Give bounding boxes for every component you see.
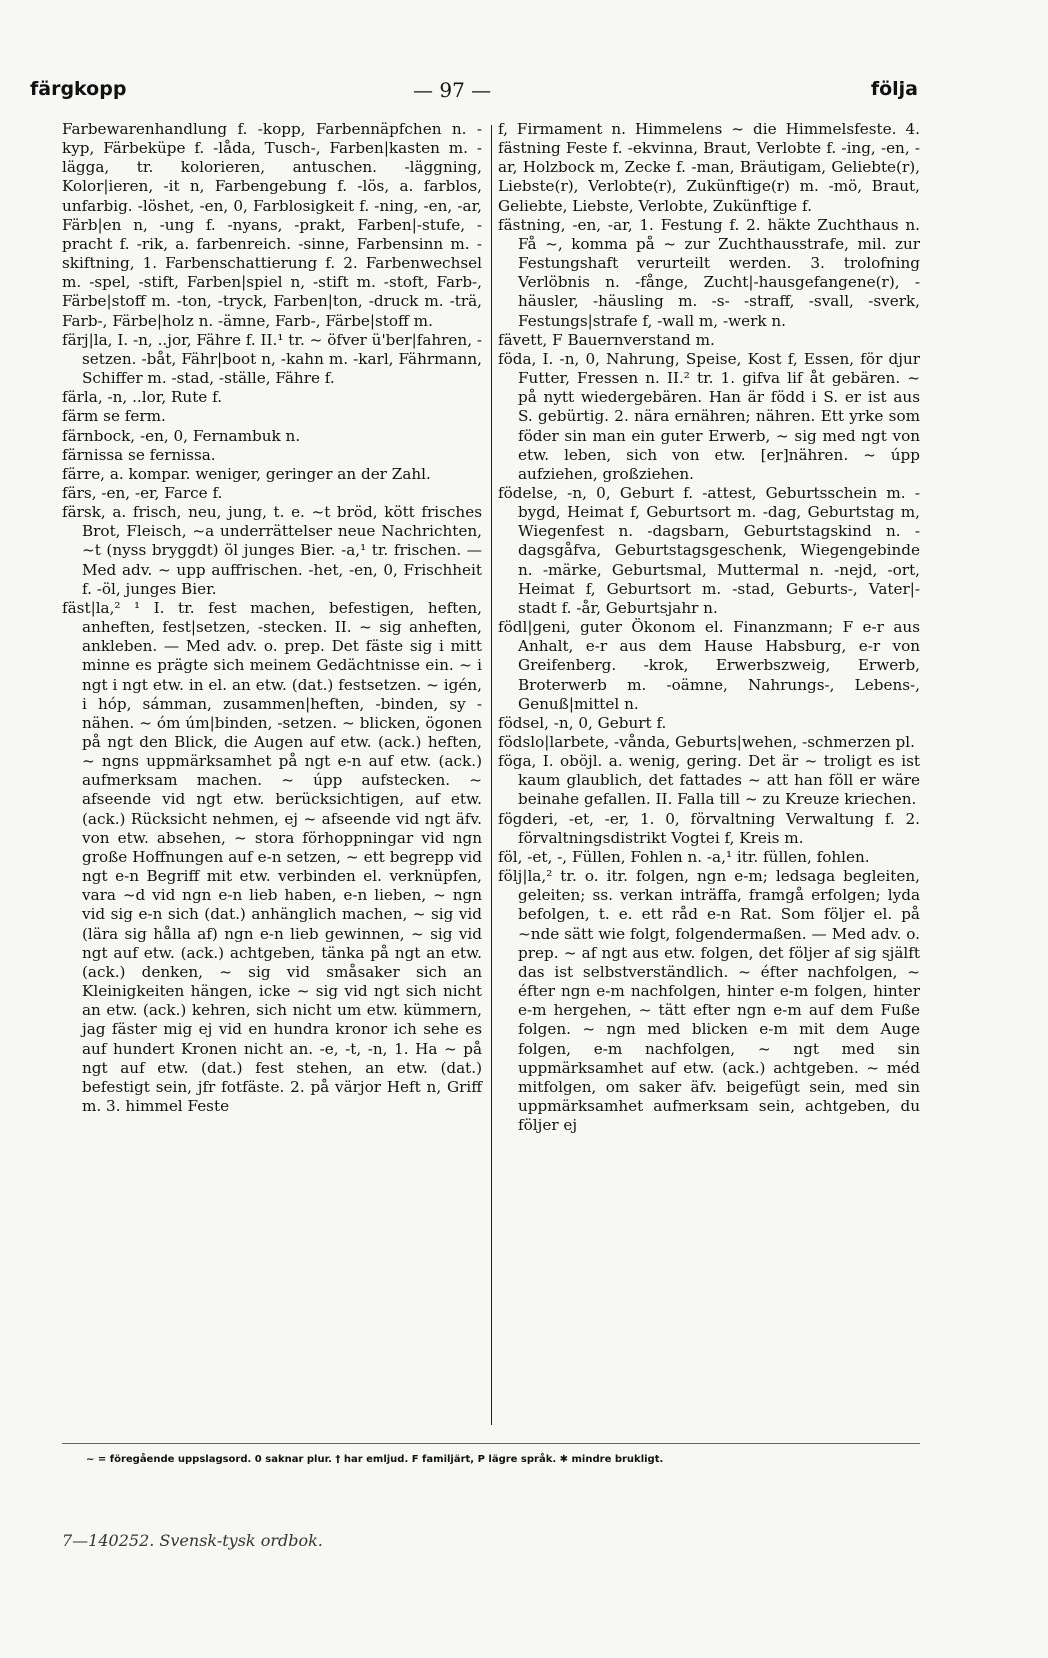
dictionary-entry: födsel, -n, 0, Geburt f.	[498, 713, 667, 732]
dictionary-entry: födslo|larbete, -vånda, Geburts|wehen, -schmerzen pl.	[498, 733, 915, 751]
dictionary-entry: fästning, -en, -ar, 1. Festung f. 2. häkte Zuchthaus n. Få ~, komma på ~ zur Zuchthausstrafe, mil. zur Festungshaft verurteilt werden. 3. trolofning Verlöbnis n. -fånge, Zucht|-hausgefangene(r), -häusler, -häusling m. -s- -straff, -svall, -sverk, Festungs|strafe f, -wall m, -werk n.	[498, 215, 920, 330]
dictionary-entry: föl, -et, -, Füllen, Fohlen n. -a,¹ itr. füllen, fohlen.	[498, 847, 870, 866]
dictionary-entry: födelse, -n, 0, Geburt f. -attest, Geburtsschein m. -bygd, Heimat f, Geburtsort m. -dag, Geburtstag m, Wiegenfest n. -dagsbarn, Geburtstagskind n. -dagsgåfva, Geburtstagsgeschenk, Wiegengebinde n. -märke, Geburtsmal, Muttermal n. -nejd, -ort, Heimat f, Geburtsort m. -stad, Geburts-, Vater|-stadt f. -år, Geburtsjahr n.	[498, 483, 920, 617]
printer-signature: 7—140252. Svensk-tysk ordbok.	[62, 1531, 323, 1550]
dictionary-entry: Farbewarenhandlung f. -kopp, Farbennäpfchen n. -kyp, Färbeküpe f. -låda, Tusch-, Farben|kasten m. -lägga, tr. kolorieren, antuschen. -läggning, Kolor|ieren, -it n, Farbengebung f. -lös, a. farblos, unfarbig. -löshet, -en, 0, Farblosigkeit f. -ning, -en, -ar, Färb|en n, -ung f. -nyans, -prakt, Farben|-stufe, -pracht f. -rik, a. farbenreich. -sinne, Farbensinn m. -skiftning, 1. Farbenschattierung f. 2. Farbenwechsel m. -spel, -stift, Farben|spiel n, -stift m. -stoft, Farb-, Färbe|stoff m. -ton, -tryck, Farben|ton, -druck m. -trä, Farb-, Färbe|holz n. -ämne, Farb-, Färbe|stoff m.	[62, 120, 482, 330]
column-divider	[491, 125, 492, 1425]
dictionary-entry: färj|la, I. -n, ..jor, Fähre f. II.¹ tr. ~ öfver ü'ber|fahren, -setzen. -båt, Fähr|boot n, -kahn m. -karl, Fährmann, Schiffer m. -stad, -ställe, Fähre f.	[62, 330, 482, 388]
left-running-headword: färgkopp	[30, 78, 127, 100]
page-header	[30, 72, 918, 112]
dictionary-entry: färm se ferm.	[62, 407, 166, 426]
dictionary-entry: färnissa se fernissa.	[62, 445, 216, 464]
dictionary-entry: fögderi, -et, -er, 1. 0, förvaltning Verwaltung f. 2. förvaltningsdistrikt Vogtei f, Kreis m.	[498, 809, 920, 847]
dictionary-entry: färnbock, -en, 0, Fernambuk n.	[62, 426, 301, 445]
right-column	[498, 120, 920, 1135]
dictionary-entry: föda, I. -n, 0, Nahrung, Speise, Kost f, Essen, för djur Futter, Fressen n. II.² tr. 1. gifva lif åt gebären. ~ på nytt wiedergebären. Han är född i S. er ist aus S. gebürtig. 2. nära ernähren; nähren. Ett yrke som föder sin man ein guter Erwerb, ~ sig med ngt von etw. leben, sich von etw. [er]nähren. ~ úpp aufziehen, großziehen.	[498, 349, 920, 483]
dictionary-entry: f, Firmament n. Himmelens ~ die Himmelsfeste. 4. fästning Feste f. -ekvinna, Braut, Verlobte f. -ing, -en, -ar, Holzbock m, Zecke f. -man, Bräutigam, Geliebte(r), Liebste(r), Verlobte(r), Zukünftige(r) m. -mö, Braut, Geliebte, Liebste, Verlobte, Zukünftige f.	[498, 120, 920, 215]
footer-rule	[62, 1443, 920, 1444]
dictionary-entry: färs, -en, -er, Farce f.	[62, 483, 223, 502]
dictionary-entry: föga, I. oböjl. a. wenig, gering. Det är ~ troligt es ist kaum glaublich, det fattades ~ att han föll er wäre beinahe gefallen. II. Falla till ~ zu Kreuze kriechen.	[498, 752, 920, 809]
right-running-headword: följa	[870, 78, 918, 100]
dictionary-entry: fävett, F Bauernverstand m.	[498, 330, 715, 349]
abbreviation-legend: ~ = föregående uppslagsord. 0 saknar plur. † har emljud. F familjärt, P lägre språk. ✱ mindre brukligt.	[86, 1454, 664, 1465]
left-column	[62, 120, 482, 1116]
dictionary-entry: födl|geni, guter Ökonom el. Finanzmann; F e-r aus Anhalt, e-r aus dem Hause Habsburg, e-r von Greifenberg. -krok, Erwerbszweig, Erwerb, Broterwerb m. -oämne, Nahrungs-, Lebens-, Genuß|mittel n.	[498, 618, 920, 713]
dictionary-entry: följ|la,² tr. o. itr. folgen, ngn e-m; ledsaga begleiten, geleiten; ss. verkan inträffa, framgå erfolgen; lyda befolgen, t. e. ett råd e-n Rat. Som följer el. på ~nde sätt wie folgt, folgendermaßen. — Med adv. o. prep. ~ af ngt aus etw. folgen, det följer af sig själft das ist selbstverständlich. ~ éfter nachfolgen, ~ éfter ngn e-m nachfolgen, hinter e-m folgen, hinter e-m hergehen, ~ tätt efter ngn e-m auf dem Fuße folgen. ~ ngn med blicken e-m mit dem Auge folgen, e-m nachfolgen, ~ ngt med sin uppmärksamhet auf etw. (ack.) achtgeben. ~ méd mitfolgen, om saker äfv. beigefügt sein, med sin uppmärksamhet aufmerksam sein, achtgeben, du följer ej	[498, 867, 920, 1135]
page-number: — 97 —	[413, 78, 492, 102]
dictionary-entry: färre, a. kompar. weniger, geringer an der Zahl.	[62, 464, 431, 483]
dictionary-entry: färla, -n, ..lor, Rute f.	[62, 388, 223, 407]
dictionary-entry: färsk, a. frisch, neu, jung, t. e. ~t bröd, kött frisches Brot, Fleisch, ~a underrättelser neue Nachrichten, ~t (nyss bryggdt) öl junges Bier. -a,¹ tr. frischen. — Med adv. ~ upp auffrischen. -het, -en, 0, Frischheit f. -öl, junges Bier.	[62, 503, 482, 598]
dictionary-entry: fäst|la,² ¹ I. tr. fest machen, befestigen, heften, anheften, fest|setzen, -stecken. II. ~ sig anheften, ankleben. — Med adv. o. prep. Det fäste sig i mitt minne es prägte sich meinem Gedächtnisse ein. ~ i ngt i ngt etw. in el. an etw. (dat.) festsetzen. ~ igén, i hóp, sámman, zusammen|heften, -binden, sy -nähen. ~ óm úm|binden, -setzen. ~ blicken, ögonen på ngt den Blick, die Augen auf etw. (ack.) heften, ~ ngns uppmärksamhet på ngt e-n auf etw. (ack.) aufmerksam machen. ~ úpp aufstecken. ~ afseende vid ngt etw. berücksichtigen, auf etw. (ack.) Rücksicht nehmen, ej ~ afseende vid ngt äfv. von etw. absehen, ~ stora förhoppningar vid ngn große Hoffnungen auf e-n setzen, ~ ett begrepp vid ngt e-n Begriff mit etw. verbinden el. verknüpfen, vara ~d vid ngn e-n lieb haben, e-n lieben, ~ ngn vid sig e-n sich (dat.) anhänglich machen, ~ sig vid (lära sig hålla af) ngn e-n lieb gewinnen, ~ sig vid ngt auf etw. (ack.) achtgeben, tänka på ngt an etw. (ack.) denken, ~ sig vid småsaker sich an Kleinigkeiten hängen, icke ~ sig vid ngt sich nicht an etw. (ack.) kehren, sich nicht um etw. kümmern, jag fäster mig ej vid en hundra kronor ich sehe es auf hundert Kronen nicht an. -e, -t, -n, 1. Ha ~ på ngt auf etw. (dat.) fest stehen, an etw. (dat.) befestigt sein, jfr fotfäste. 2. på värjor Heft n, Griff m. 3. himmel Feste	[62, 598, 482, 1115]
